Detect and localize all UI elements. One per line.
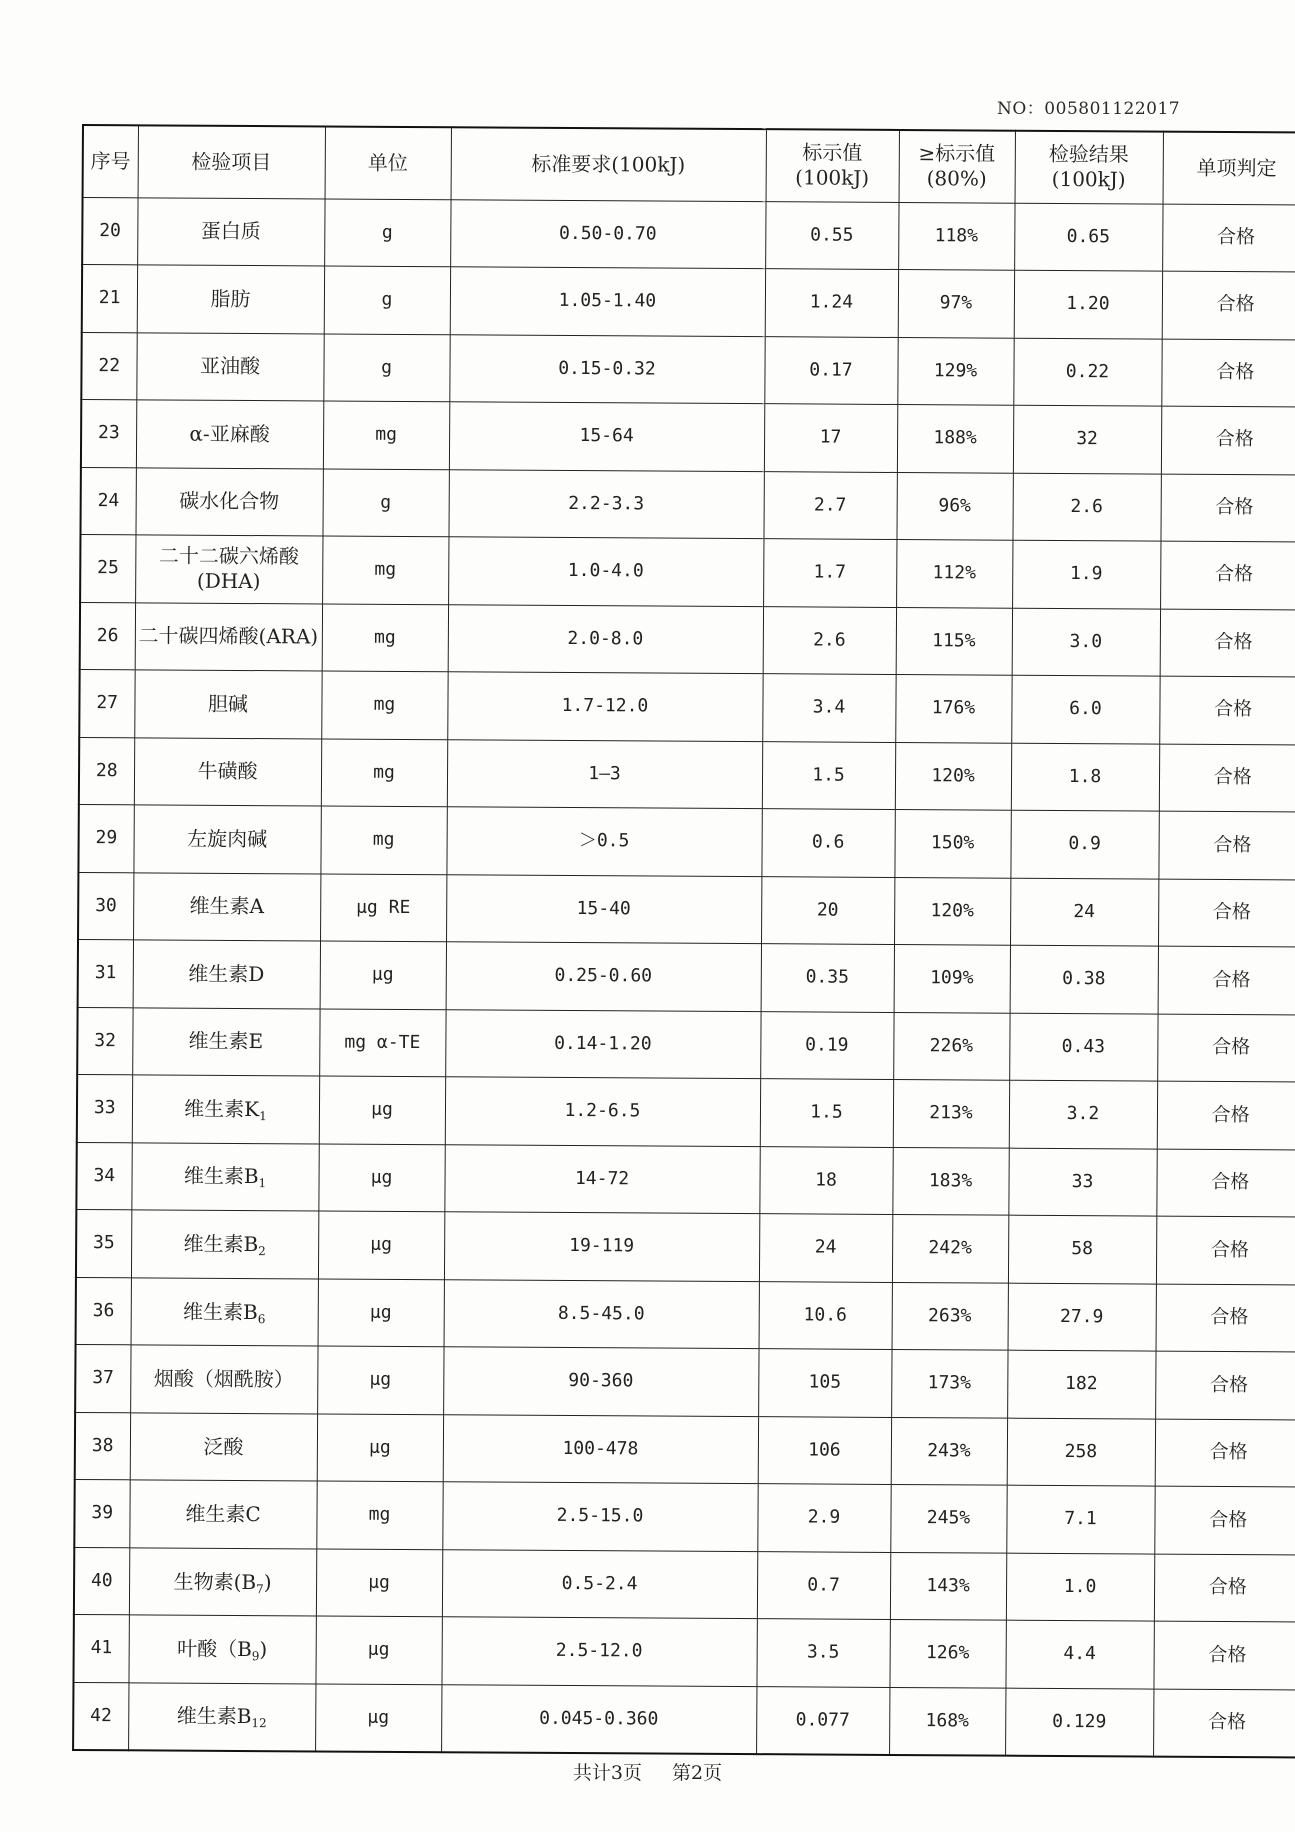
header-item: 检验项目	[138, 125, 325, 198]
row-standard: 100-478	[443, 1415, 758, 1484]
row-item-name: 碳水化合物	[179, 488, 280, 514]
header-unit: 单位	[325, 126, 451, 199]
row-judgement: 合格	[1158, 811, 1295, 879]
row-item-name: 脂肪	[210, 286, 251, 311]
row-ratio: 96%	[896, 472, 1012, 540]
row-no: 21	[82, 265, 137, 333]
row-item-name: 牛磺酸	[197, 759, 258, 784]
row-no: 33	[77, 1075, 132, 1143]
row-item	[132, 1008, 319, 1077]
row-item	[134, 737, 321, 806]
row-result: 0.65	[1014, 203, 1162, 271]
row-no: 26	[80, 602, 135, 670]
row-item	[137, 197, 324, 266]
row-no: 28	[79, 737, 134, 805]
row-no: 22	[81, 332, 136, 400]
row-judgement: 合格	[1153, 1689, 1295, 1758]
row-item-name: 二十碳四烯酸(ARA)	[138, 623, 319, 649]
row-label-value: 10.6	[759, 1281, 892, 1349]
table-row	[77, 1007, 1295, 1082]
table-row	[78, 940, 1295, 1015]
row-label-value: 0.35	[761, 944, 894, 1012]
row-item	[136, 400, 323, 469]
row-judgement: 合格	[1156, 1216, 1295, 1284]
header-standard: 标准要求(100kJ)	[451, 127, 766, 201]
row-judgement: 合格	[1160, 609, 1295, 677]
row-unit: mg	[321, 739, 447, 807]
row-label-value: 24	[759, 1214, 892, 1282]
row-unit: mg	[322, 536, 448, 604]
row-no: 40	[74, 1547, 129, 1615]
row-judgement: 合格	[1157, 1081, 1295, 1149]
row-judgement: 合格	[1160, 474, 1295, 542]
inspection-results-table	[72, 124, 1295, 1758]
table-body	[73, 197, 1295, 1757]
row-item	[128, 1683, 315, 1752]
row-judgement: 合格	[1153, 1621, 1295, 1689]
table-row	[76, 1277, 1295, 1352]
row-label-value: 1.7	[763, 539, 896, 607]
row-judgement: 合格	[1155, 1419, 1295, 1487]
row-no: 32	[77, 1007, 132, 1075]
row-label-value: 1.5	[762, 741, 895, 809]
row-ratio: 112%	[896, 540, 1012, 608]
table-row	[75, 1345, 1295, 1420]
row-item-name: 蛋白质	[200, 218, 261, 244]
row-label-value: 1.24	[765, 269, 898, 337]
row-ratio: 129%	[897, 337, 1013, 405]
row-item-name: 生物素(B	[173, 1569, 257, 1594]
row-label-value: 0.55	[765, 201, 898, 269]
header-result-line1: 检验结果	[1048, 142, 1129, 167]
row-judgement: 合格	[1159, 744, 1295, 812]
row-result: 7.1	[1006, 1485, 1154, 1553]
row-item	[131, 1143, 318, 1212]
header-result-line2: (100kJ)	[1051, 167, 1126, 192]
row-unit: μg	[318, 1279, 444, 1347]
row-standard: 14-72	[444, 1144, 759, 1213]
row-label-value: 18	[759, 1146, 892, 1214]
row-ratio: 173%	[891, 1350, 1007, 1418]
table-row	[74, 1480, 1295, 1555]
row-ratio: 120%	[894, 877, 1010, 945]
row-unit: mg	[316, 1481, 442, 1549]
table-row	[81, 332, 1295, 407]
row-item-subscript: 2	[258, 1244, 266, 1259]
row-item-suffix: )	[263, 1569, 272, 1594]
table-row	[78, 872, 1295, 947]
row-unit: μg	[315, 1616, 441, 1684]
table-row	[78, 805, 1295, 880]
header-label-value	[766, 129, 899, 202]
row-item-subscript: 1	[259, 1109, 267, 1124]
table-row	[79, 737, 1295, 812]
row-judgement: 合格	[1155, 1351, 1295, 1419]
row-standard: 0.045-0.360	[441, 1685, 756, 1755]
row-unit: μg	[318, 1144, 444, 1212]
table-row	[79, 670, 1295, 745]
row-ratio: 263%	[892, 1282, 1008, 1350]
row-ratio: 120%	[895, 742, 1011, 810]
header-judgement: 单项判定	[1163, 132, 1295, 205]
row-item-name: 维生素E	[188, 1029, 264, 1054]
table-row	[73, 1615, 1295, 1690]
row-ratio: 150%	[894, 810, 1010, 878]
row-item-name: 泛酸	[203, 1434, 244, 1459]
row-result: 0.38	[1010, 945, 1158, 1013]
row-unit: g	[322, 469, 448, 537]
row-no: 23	[81, 400, 136, 468]
row-ratio: 188%	[897, 405, 1013, 473]
table-row	[76, 1142, 1295, 1217]
row-judgement: 合格	[1156, 1284, 1295, 1352]
row-unit: g	[324, 266, 450, 334]
row-label-value: 0.6	[761, 809, 894, 877]
row-unit: g	[323, 334, 449, 402]
row-label-value: 2.7	[763, 471, 896, 539]
row-item	[131, 1278, 318, 1347]
row-result: 182	[1007, 1350, 1155, 1418]
row-result: 2.6	[1012, 473, 1160, 541]
row-item	[133, 872, 320, 941]
row-label-value: 0.077	[756, 1686, 889, 1754]
row-result: 1.0	[1006, 1553, 1154, 1621]
row-result: 58	[1008, 1215, 1156, 1283]
row-result: 0.129	[1005, 1688, 1153, 1757]
row-result: 3.2	[1009, 1080, 1157, 1148]
table-header-row	[83, 125, 1295, 205]
row-item	[129, 1480, 316, 1549]
row-unit: μg	[316, 1549, 442, 1617]
row-unit: μg	[320, 941, 446, 1009]
row-item	[133, 940, 320, 1009]
row-unit: mg	[322, 604, 448, 672]
table-row	[80, 602, 1295, 677]
inspection-table-wrapper	[72, 124, 1295, 1758]
row-standard: 1.0-4.0	[448, 537, 763, 606]
total-pages: 共计3页	[572, 1762, 642, 1784]
row-standard: 0.5-2.4	[442, 1550, 757, 1619]
row-label-value: 17	[764, 404, 897, 472]
row-judgement: 合格	[1162, 204, 1295, 272]
row-ratio: 115%	[896, 607, 1012, 675]
row-judgement: 合格	[1160, 541, 1295, 609]
row-item-subscript: 6	[257, 1311, 266, 1326]
table-row	[74, 1547, 1295, 1622]
row-item	[131, 1210, 318, 1279]
row-result: 1.20	[1014, 270, 1162, 338]
row-ratio: 97%	[898, 270, 1014, 338]
row-result: 0.22	[1013, 338, 1161, 406]
header-ratio-line2: (80%)	[926, 166, 987, 191]
row-unit: μg	[318, 1211, 444, 1279]
row-result: 6.0	[1011, 675, 1159, 743]
row-label-value: 2.6	[763, 606, 896, 674]
row-judgement: 合格	[1154, 1486, 1295, 1554]
row-judgement: 合格	[1158, 879, 1295, 947]
row-judgement: 合格	[1162, 271, 1295, 339]
row-no: 36	[76, 1277, 131, 1345]
row-label-value: 20	[761, 876, 894, 944]
row-item	[137, 265, 324, 334]
row-unit: μg RE	[320, 874, 446, 942]
row-item-name: 维生素D	[188, 961, 265, 987]
row-label-value: 0.19	[760, 1011, 893, 1079]
row-ratio: 118%	[898, 202, 1014, 270]
row-item-name: 维生素B	[183, 1299, 258, 1324]
row-standard: 0.25-0.60	[446, 942, 761, 1011]
row-label-value: 3.5	[756, 1619, 889, 1687]
row-judgement: 合格	[1157, 1014, 1295, 1082]
row-label-value: 105	[758, 1349, 891, 1417]
row-label-value: 3.4	[762, 674, 895, 742]
row-unit: μg	[319, 1076, 445, 1144]
row-label-value: 0.7	[757, 1551, 890, 1619]
row-standard: ＞0.5	[446, 807, 761, 876]
row-item-name: 左旋肉碱	[187, 826, 268, 852]
row-ratio: 183%	[892, 1147, 1008, 1215]
row-item	[130, 1413, 317, 1482]
row-result: 0.43	[1009, 1013, 1157, 1081]
row-judgement: 合格	[1159, 676, 1295, 744]
row-no: 31	[78, 940, 133, 1008]
row-item-subscript: 7	[256, 1581, 264, 1596]
row-no: 30	[78, 872, 133, 940]
row-no: 35	[76, 1210, 131, 1278]
header-result	[1015, 131, 1163, 204]
row-standard: 15-64	[449, 402, 764, 471]
row-item-suffix: )	[259, 1637, 268, 1662]
row-standard: 1—3	[447, 739, 762, 808]
row-no: 27	[79, 670, 134, 738]
table-row	[73, 1682, 1295, 1757]
row-no: 25	[80, 535, 135, 603]
row-unit: mg	[320, 806, 446, 874]
table-row	[81, 400, 1295, 475]
row-result: 24	[1010, 878, 1158, 946]
row-no: 29	[78, 805, 133, 873]
row-result: 1.8	[1011, 743, 1159, 811]
row-standard: 8.5-45.0	[444, 1279, 759, 1348]
row-ratio: 226%	[893, 1012, 1009, 1080]
row-standard: 0.15-0.32	[449, 334, 764, 403]
row-ratio: 109%	[894, 945, 1010, 1013]
row-judgement: 合格	[1156, 1149, 1295, 1217]
row-no: 20	[82, 197, 137, 265]
row-judgement: 合格	[1154, 1554, 1295, 1622]
row-item	[130, 1345, 317, 1414]
row-judgement: 合格	[1158, 946, 1295, 1014]
row-judgement: 合格	[1161, 406, 1295, 474]
row-ratio: 126%	[889, 1620, 1005, 1688]
row-standard: 2.5-12.0	[441, 1617, 756, 1686]
row-standard: 90-360	[443, 1347, 758, 1416]
header-ratio	[899, 130, 1015, 203]
row-no: 41	[73, 1615, 128, 1683]
row-item-name: 烟酸（烟酰胺）	[153, 1366, 294, 1392]
row-standard: 0.14-1.20	[445, 1009, 760, 1078]
row-unit: μg	[315, 1684, 441, 1752]
header-label-value-line2: (100kJ)	[795, 165, 870, 191]
row-item	[135, 535, 322, 604]
row-item-name: 胆碱	[207, 691, 249, 716]
row-item	[135, 602, 322, 671]
page-footer	[0, 1758, 1295, 1785]
row-item	[134, 670, 321, 739]
row-standard: 2.5-15.0	[442, 1482, 757, 1551]
row-item	[136, 332, 323, 401]
row-unit: mg	[321, 671, 447, 739]
row-judgement: 合格	[1161, 339, 1295, 407]
row-no: 42	[73, 1682, 128, 1750]
row-label-value: 106	[758, 1416, 891, 1484]
row-ratio: 242%	[892, 1215, 1008, 1283]
row-no: 34	[76, 1142, 131, 1210]
header-ratio-line1: ≥标示值	[918, 141, 996, 166]
row-standard: 0.50-0.70	[450, 199, 765, 268]
row-label-value: 1.5	[760, 1079, 893, 1147]
row-ratio: 176%	[895, 675, 1011, 743]
row-standard: 15-40	[446, 874, 761, 943]
row-ratio: 168%	[889, 1687, 1005, 1755]
row-item-suffix: (DHA)	[196, 569, 261, 594]
row-no: 38	[75, 1412, 130, 1480]
report-number: NO：005801122017	[997, 99, 1181, 119]
row-ratio: 245%	[890, 1485, 1006, 1553]
row-item-name: 维生素B	[183, 1164, 259, 1189]
row-result: 4.4	[1005, 1620, 1153, 1688]
table-row	[77, 1075, 1295, 1150]
row-ratio: 213%	[893, 1080, 1009, 1148]
row-result: 32	[1013, 405, 1161, 473]
row-item-name: α-亚麻酸	[189, 421, 270, 446]
row-item-name: 叶酸（B	[177, 1636, 252, 1662]
header-label-value-line1: 标示值	[802, 140, 863, 166]
row-standard: 1.05-1.40	[450, 267, 765, 336]
row-item-name: 维生素C	[185, 1501, 261, 1527]
row-item-name: 亚油酸	[199, 354, 261, 379]
row-item-subscript: 12	[251, 1716, 267, 1731]
row-result: 258	[1007, 1418, 1155, 1486]
row-item-name: 维生素B	[183, 1231, 259, 1257]
table-row	[75, 1412, 1295, 1487]
row-item	[135, 467, 322, 536]
table-row	[80, 467, 1295, 542]
row-no: 39	[74, 1480, 129, 1548]
row-result: 33	[1008, 1148, 1156, 1216]
table-row	[82, 197, 1295, 272]
row-item-subscript: 1	[258, 1176, 267, 1191]
row-item-name: 维生素A	[189, 894, 265, 919]
row-unit: μg	[317, 1414, 443, 1482]
row-unit: g	[324, 198, 450, 266]
table-row	[82, 265, 1295, 340]
row-unit: mg	[323, 401, 449, 469]
row-item-subscript: 9	[251, 1649, 260, 1664]
row-item	[129, 1548, 316, 1617]
row-label-value: 2.9	[757, 1484, 890, 1552]
row-item	[132, 1075, 319, 1144]
row-item	[133, 805, 320, 874]
row-standard: 2.2-3.3	[448, 469, 763, 538]
row-standard: 1.7-12.0	[447, 672, 762, 741]
row-item-name: 维生素K	[184, 1096, 260, 1122]
row-item-name: 二十二碳六烯酸	[158, 543, 299, 569]
row-result: 3.0	[1012, 608, 1160, 676]
row-unit: μg	[317, 1346, 443, 1414]
row-ratio: 143%	[890, 1552, 1006, 1620]
row-result: 27.9	[1008, 1283, 1156, 1351]
table-row	[76, 1210, 1295, 1285]
current-page: 第2页	[672, 1762, 723, 1784]
row-standard: 2.0-8.0	[448, 604, 763, 673]
row-standard: 19-119	[444, 1212, 759, 1281]
table-row	[80, 535, 1295, 610]
row-no: 37	[75, 1345, 130, 1413]
row-ratio: 243%	[891, 1417, 1007, 1485]
header-no: 序号	[83, 125, 138, 197]
row-standard: 1.2-6.5	[445, 1077, 760, 1146]
row-item	[128, 1615, 315, 1684]
row-result: 0.9	[1010, 810, 1158, 878]
row-label-value: 0.17	[764, 336, 897, 404]
row-result: 1.9	[1012, 540, 1160, 608]
row-item-name: 维生素B	[176, 1704, 252, 1729]
row-unit: mg α-TE	[319, 1009, 445, 1077]
row-no: 24	[80, 467, 135, 535]
